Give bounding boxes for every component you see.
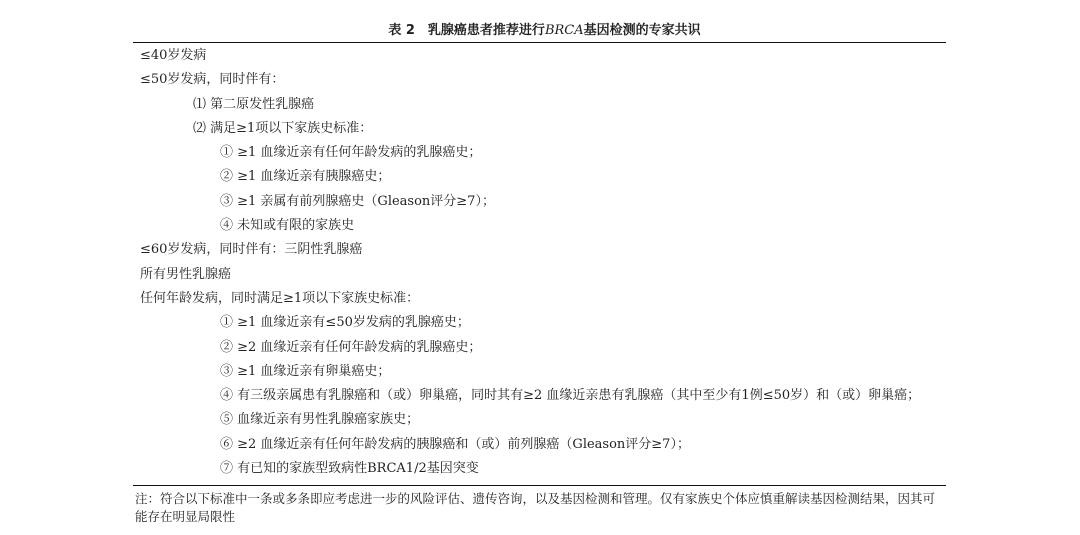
criteria-row: ⑦ 有已知的家族型致病性BRCA1/2基因突变 [220,461,479,477]
criteria-row: ③ ≥1 血缘近亲有卵巢癌史； [220,363,391,379]
table-note: 注：符合以下标准中一条或多条即应考虑进一步的风险评估、遗传咨询，以及基因检测和管理。仅有家族史个体应慎重解读基因检测结果，因其可能存在明显局限性 [135,491,936,525]
criteria-row: ③ ≥1 亲属有前列腺癌史（Gleason评分≥7）； [220,193,495,209]
criteria-row: ④ 有三级亲属患有乳腺癌和（或）卵巢癌，同时其有≥2 血缘近亲患有乳腺癌（其中至少有1例≤50岁）和（或）卵巢癌； [220,388,921,404]
table-body [133,43,946,485]
criteria-row: ② ≥1 血缘近亲有胰腺癌史； [220,169,391,185]
criteria-row: ④ 未知或有限的家族史 [220,218,355,234]
criteria-row: ⑥ ≥2 血缘近亲有任何年龄发病的胰腺癌和（或）前列腺癌（Gleason评分≥7）； [220,436,690,452]
criteria-row: ≤50岁发病，同时伴有： [140,72,285,88]
table-bottom-rule [133,485,946,486]
table-title-gene: BRCA [544,23,584,38]
criteria-row: ≤60岁发病，同时伴有：三阴性乳腺癌 [140,242,363,258]
criteria-row: ⑴ 第二原发性乳腺癌 [193,96,315,112]
criteria-row: ② ≥2 血缘近亲有任何年龄发病的乳腺癌史； [220,339,482,355]
table-title [143,22,946,40]
table-title-prefix: 表 2 乳腺癌患者推荐进行 [388,23,545,38]
consensus-table [133,22,946,526]
criteria-row: ① ≥1 血缘近亲有任何年龄发病的乳腺癌史； [220,145,482,161]
criteria-row: ⑤ 血缘近亲有男性乳腺癌家族史； [220,412,420,428]
criteria-row: 所有男性乳腺癌 [140,266,232,282]
criteria-row: ① ≥1 血缘近亲有≤50岁发病的乳腺癌史； [220,315,470,331]
criteria-row: 任何年龄发病，同时满足≥1项以下家族史标准： [140,290,420,306]
criteria-row: ≤40岁发病 [140,48,207,63]
criteria-row: ⑵ 满足≥1项以下家族史标准： [193,120,373,136]
table-title-suffix: 基因检测的专家共识 [583,23,701,38]
